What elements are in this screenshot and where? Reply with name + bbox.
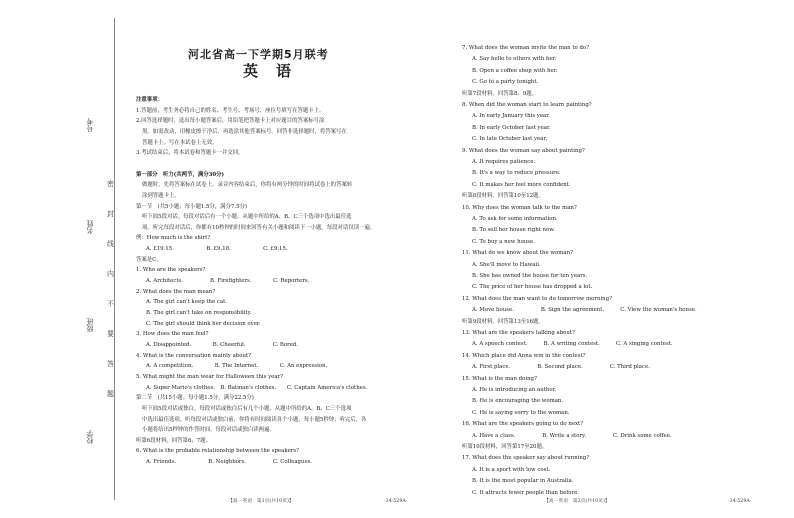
- exam-line: A. Architects. B. Firefighters. C. Reporters.: [146, 278, 310, 285]
- exam-line: A. It is a sport with low cost.: [472, 466, 551, 473]
- exam-line: 黑。如需改动，用橡皮擦干净后，再选涂其他答案标号。回答非选择题时，将答案写在: [142, 128, 347, 135]
- exam-line: 答题卡上。写在本试卷上无效。: [142, 139, 218, 146]
- exam-line: 小题将给出5秒钟的作答时间。每段对话或独白读两遍。: [142, 427, 275, 434]
- exam-line: C. He is saying sorry to the woman.: [472, 409, 570, 416]
- exam-line: 1. Who are the speakers?: [136, 267, 206, 274]
- exam-line: A. Super Mario's clothes. B. Batman's clothes. C. Captain America's clothes.: [146, 384, 368, 391]
- exam-line: 3. How does the man feel?: [136, 331, 209, 338]
- exam-line: 1.答题前，考生务必将自己的姓名、考生号、考场号、座位号填写在答题卡上。: [136, 107, 325, 114]
- exam-line: A. Friends. B. Neighbors. C. Colleagues.: [146, 459, 313, 466]
- exam-line: A. He is introducing an author.: [472, 387, 557, 393]
- binding-line: [114, 18, 115, 500]
- exam-line: B. In early October last year.: [472, 124, 551, 131]
- binding-label: 级班: [86, 318, 94, 332]
- exam-line: 听第10段材料，回答第17至20题。: [462, 444, 548, 450]
- exam-line: 9. What does the woman say about painting?: [462, 147, 585, 154]
- exam-line: A. The girl can't keep the cat.: [146, 299, 228, 306]
- exam-line: 2. What does the man mean?: [136, 288, 216, 295]
- left-page-code: ·24-529A·: [384, 499, 408, 504]
- exam-line: 6. What is the probable relationship between the speakers?: [136, 448, 300, 455]
- right-page-code: ·24-529A·: [728, 499, 752, 504]
- exam-line: 11. What do we know about the woman?: [462, 250, 573, 257]
- exam-line: 听第6段材料，回答第6、7题。: [136, 437, 211, 444]
- exam-line: 5. What might the man wear for Halloween this year?: [136, 373, 284, 380]
- exam-line: 第一部分 听力(共两节，满分30分): [136, 171, 225, 178]
- exam-line: 听第7段材料，回答第8、9题。: [462, 90, 537, 97]
- exam-line: 7. What does the woman invite the man to do?: [462, 45, 590, 51]
- exam-line: A. Say hello to others with her.: [472, 56, 557, 63]
- exam-line: C. It makes her feel more confident.: [472, 181, 571, 188]
- exam-line: A. £19.15. B. £9.18. C. £9.15.: [146, 246, 288, 253]
- exam-line: 听第9段材料，回答第13至16题。: [462, 318, 544, 325]
- exam-line: B. It is the most popular in Australia.: [472, 478, 574, 485]
- exam-line: 13. What are the speakers talking about?: [462, 330, 575, 336]
- binding-label: 名姓: [86, 220, 94, 234]
- exam-line: A. Disappointed. B. Cheerful. C. Bored.: [146, 341, 299, 348]
- binding-strip: [0, 0, 120, 518]
- exam-line: 8. When did the woman start to learn painting?: [462, 102, 592, 108]
- exam-line: 第一节 (共5小题；每小题1.5分，满分7.5分): [136, 203, 248, 210]
- exam-line: A. Have a class. B. Write a story. C. Drink some coffee.: [472, 432, 672, 439]
- exam-line: C. It attracts fewer people than before.: [472, 489, 580, 496]
- exam-line: B. The girl can't take on responsibility.: [146, 310, 252, 316]
- exam-line: 16. What are the speakers going to do next?: [462, 421, 584, 428]
- binding-seal-char: 内: [107, 270, 114, 278]
- binding-seal-char: 要: [107, 330, 114, 338]
- exam-line: B. He is encouraging the woman.: [472, 398, 564, 405]
- exam-line: 涂到答题卡上。: [142, 192, 180, 199]
- exam-line: 例：How much is the shirt?: [136, 235, 211, 242]
- exam-line: A. Move house. B. Sign the agreement. C. View the woman's house.: [472, 307, 697, 314]
- exam-line: B. It's a way to reduce pressure.: [472, 170, 561, 177]
- exam-line: B. She has owned the house for ten years.: [472, 273, 588, 279]
- exam-line: A. In early January this year.: [472, 113, 550, 120]
- exam-line: C. In late October last year.: [472, 136, 548, 143]
- exam-line: 3.考试结束后，将本试卷和答题卡一并交回。: [136, 150, 244, 157]
- binding-seal-char: 封: [107, 210, 114, 218]
- binding-seal-char: 密: [107, 180, 114, 188]
- exam-line: 14. Which place did Anna win in the contest?: [462, 352, 586, 359]
- exam-line: A. It requires patience.: [472, 159, 536, 165]
- binding-label: 号考: [86, 118, 94, 132]
- exam-line: C. Go to a party tonight.: [472, 79, 539, 86]
- exam-line: 项。听完每段对话后，你都有10秒钟的时间来回答有关小题和阅读下一小题。每段对话仅读一遍。: [142, 224, 376, 231]
- binding-seal-char: 不: [107, 300, 114, 308]
- exam-title: 河北省高一下学期5月联考: [188, 48, 329, 61]
- exam-line: B. To sell her house right now.: [472, 227, 555, 234]
- binding-seal-char: 答: [107, 360, 114, 368]
- exam-line: 4. What is the conversation mainly about?: [136, 352, 252, 359]
- exam-line: A. To ask for some information.: [472, 216, 558, 222]
- exam-line: B. Open a coffee shop with her.: [472, 67, 558, 74]
- exam-line: 12. What does the man want to do tomorrow morning?: [462, 295, 612, 302]
- exam-line: 第二节 (共15小题；每小题1.5分，满分22.5分): [136, 395, 254, 402]
- subject-title: 英语: [243, 62, 310, 80]
- binding-seal-char: 题: [107, 390, 114, 398]
- exam-line: A. She'll move to Hawaii.: [472, 261, 541, 268]
- exam-line: 中选出最佳选项。听每段对话或独白前，你将有时间阅读各个小题，每小题5秒钟；听完后，各: [142, 416, 367, 423]
- binding-seal-char: 线: [107, 240, 114, 248]
- exam-line: 10. Why does the woman talk to the man?: [462, 204, 577, 211]
- exam-line: C. The price of her house has dropped a lot.: [472, 284, 593, 291]
- exam-line: 17. What does the speaker say about running?: [462, 455, 590, 462]
- exam-line: 答案是C。: [136, 256, 162, 263]
- exam-line: A. A speech contest. B. A writing contest. C. A singing contest.: [472, 341, 673, 348]
- exam-line: A. First place. B. Second place. C. Third place.: [472, 364, 650, 371]
- exam-line: C. To buy a new house.: [472, 238, 535, 245]
- exam-line: A. A competition. B. The Internet. C. An expression.: [146, 363, 328, 370]
- exam-line: 2.回答选择题时，选出每小题答案后，用铅笔把答题卡上对应题目的答案标号涂: [136, 118, 325, 125]
- left-page-footer: 【高一英语 第1页(共10页)】: [228, 499, 294, 504]
- exam-line: 做题时，先将答案标在试卷上。录音内容结束后，你将有两分钟的时间将试卷上的答案转: [142, 182, 353, 189]
- exam-line: 15. What is the man doing?: [462, 375, 537, 382]
- right-page-footer: 【高一英语 第2页(共10页)】: [544, 499, 610, 504]
- exam-line: 听第8段材料，回答第10至12题。: [462, 193, 544, 200]
- exam-line: C. The girl should think her decision over.: [146, 320, 261, 327]
- exam-line: 听下面5段对话或独白。每段对话或独白后有几个小题，从题中所给的A、B、C三个选项: [142, 405, 352, 412]
- exam-line: 听下面5段对话。每段对话后有一个小题，从题中所给的A、B、C三个选项中选出最佳选: [142, 214, 352, 221]
- exam-line: 注意事项：: [136, 97, 163, 103]
- binding-label: 校学: [86, 430, 94, 444]
